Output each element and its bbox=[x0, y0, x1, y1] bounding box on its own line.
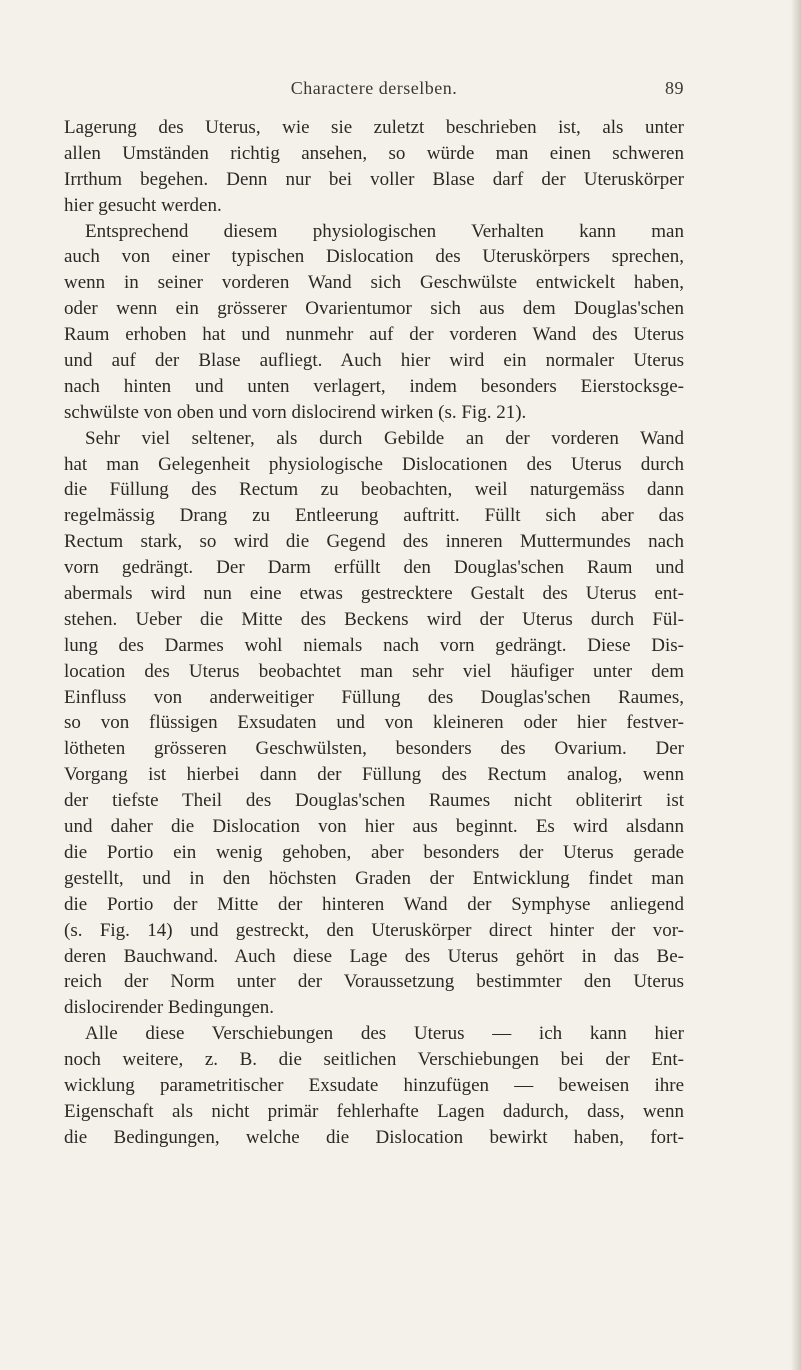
text-line: die Füllung des Rectum zu beobachten, weil naturgemäss dann bbox=[64, 479, 684, 501]
text-line: wenn in seiner vorderen Wand sich Geschwülste entwickelt haben, bbox=[64, 272, 684, 294]
text-line: hier gesucht werden. bbox=[64, 194, 222, 216]
text-line: Lagerung des Uterus, wie sie zuletzt beschrieben ist, als unter bbox=[64, 117, 684, 138]
text-line: die Portio der Mitte der hinteren Wand der Symphyse anliegend bbox=[64, 893, 684, 915]
text-line: und auf der Blase aufliegt. Auch hier wird ein normaler Uterus bbox=[64, 350, 684, 372]
text-line: reich der Norm unter der Voraussetzung bestimmter den Uterus bbox=[64, 971, 684, 993]
text-line: lötheten grösseren Geschwülsten, besonders des Ovarium. Der bbox=[64, 738, 684, 760]
page-number: 89 bbox=[665, 78, 684, 98]
text-line: hat man Gelegenheit physiologische Dislocationen des Uterus durch bbox=[64, 453, 684, 475]
text-line: Rectum stark, so wird die Gegend des inneren Muttermundes nach bbox=[64, 531, 684, 553]
text-line: auch von einer typischen Dislocation des Uteruskörpers sprechen, bbox=[64, 246, 684, 268]
text-line: regelmässig Drang zu Entleerung auftritt. Füllt sich aber das bbox=[64, 505, 684, 527]
text-line: so von flüssigen Exsudaten und von kleineren oder hier festver- bbox=[64, 712, 684, 734]
text-line: lung des Darmes wohl niemals nach vorn gedrängt. Diese Dis- bbox=[64, 634, 684, 656]
page-edge-shadow bbox=[791, 0, 801, 1370]
text-line: oder wenn ein grösserer Ovarientumor sich aus dem Douglas'schen bbox=[64, 298, 684, 320]
text-line: schwülste von oben und vorn dislocirend wirken (s. Fig. 21). bbox=[64, 401, 527, 423]
text-line: der tiefste Theil des Douglas'schen Raumes nicht obliterirt ist bbox=[64, 790, 684, 812]
text-line: gestellt, und in den höchsten Graden der Entwicklung findet man bbox=[64, 867, 684, 889]
text-line: Einfluss von anderweitiger Füllung des Douglas'schen Raumes, bbox=[64, 686, 684, 708]
body-text bbox=[64, 115, 684, 1151]
text-line: dislocirender Bedingungen. bbox=[64, 997, 275, 1019]
text-line: Irrthum begehen. Denn nur bei voller Blase darf der Uteruskörper bbox=[64, 168, 684, 190]
text-line: Sehr viel seltener, als durch Gebilde an der vorderen Wand bbox=[85, 427, 684, 449]
text-line: Raum erhoben hat und nunmehr auf der vorderen Wand des Uterus bbox=[64, 324, 684, 346]
text-line: Alle diese Verschiebungen des Uterus — ich kann hier bbox=[85, 1023, 684, 1045]
text-line: allen Umständen richtig ansehen, so würde man einen schweren bbox=[64, 142, 684, 164]
text-line: abermals wird nun eine etwas gestrecktere Gestalt des Uterus ent- bbox=[64, 583, 684, 605]
text-line: Entsprechend diesem physiologischen Verhalten kann man bbox=[85, 220, 684, 242]
text-line: und daher die Dislocation von hier aus beginnt. Es wird alsdann bbox=[64, 816, 684, 838]
text-line: nach hinten und unten verlagert, indem besonders Eierstocksge- bbox=[64, 375, 684, 397]
text-line: deren Bauchwand. Auch diese Lage des Uterus gehört in das Be- bbox=[64, 945, 684, 967]
page-header bbox=[64, 78, 684, 106]
text-line: stehen. Ueber die Mitte des Beckens wird der Uterus durch Fül- bbox=[64, 608, 684, 630]
text-line: (s. Fig. 14) und gestreckt, den Uteruskörper direct hinter der vor- bbox=[64, 919, 684, 941]
text-line: location des Uterus beobachtet man sehr viel häufiger unter dem bbox=[64, 660, 684, 682]
text-line: vorn gedrängt. Der Darm erfüllt den Douglas'schen Raum und bbox=[64, 557, 684, 579]
text-line: Vorgang ist hierbei dann der Füllung des Rectum analog, wenn bbox=[64, 764, 684, 786]
running-title: Charactere derselben. bbox=[290, 78, 458, 98]
text-line: die Portio ein wenig gehoben, aber besonders der Uterus gerade bbox=[64, 841, 684, 863]
text-line: wicklung parametritischer Exsudate hinzufügen — beweisen ihre bbox=[64, 1074, 684, 1096]
text-line: Eigenschaft als nicht primär fehlerhafte Lagen dadurch, dass, wenn bbox=[64, 1100, 684, 1122]
text-line: noch weitere, z. B. die seitlichen Verschiebungen bei der Ent- bbox=[64, 1049, 684, 1071]
text-line: die Bedingungen, welche die Dislocation bewirkt haben, fort- bbox=[64, 1126, 684, 1148]
